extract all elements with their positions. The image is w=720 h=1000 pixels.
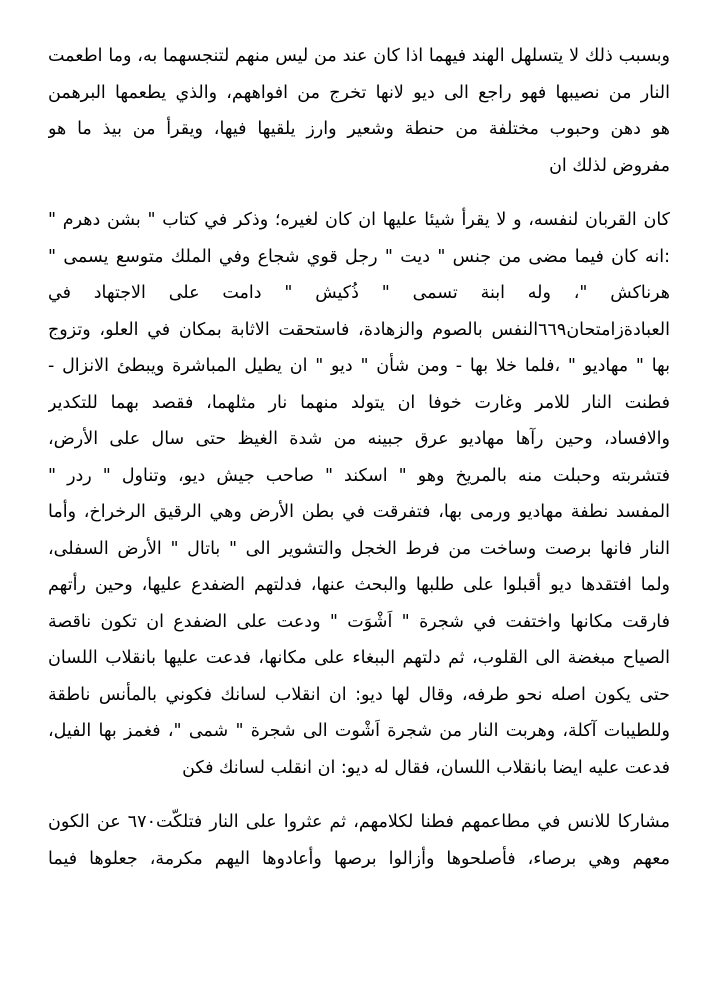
text-line: وبسبب ذلك لا يتسلهل الهند فيهما اذا كان عند من ليس منهم لتنجسهما به، وما اطعمت xyxy=(48,46,670,66)
text-line: مفروض لذلك ان xyxy=(549,155,670,176)
paragraph-3 xyxy=(48,804,670,877)
text-line: فتشربته وحبلت منه بالمريخ وهو " اسكند " صاحب جيش ديو، وتناول " ردر " xyxy=(48,465,670,486)
text-line: النار من نصيبها فهو راجع الى ديو لانها تخرج من افواههم، والذي يطعمها البرهمن xyxy=(48,82,670,103)
paragraph-2 xyxy=(48,202,670,786)
text-line: كان القربان لنفسه، و لا يقرأ شيئا عليها ان كان لغيره؛ وذكر في كتاب " بشن دهرم " xyxy=(48,210,670,230)
text-line: هو دهن وحبوب مختلفة من حنطة وشعير وارز يلقيها فيها، ويقرأ من بيذ ما هو xyxy=(48,119,670,139)
text-line: مشاركا للانس في مطاعمهم فطنا لكلامهم، ثم عثروا على النار فتلكّت٦٧٠ عن الكون xyxy=(48,812,670,832)
text-line: والافساد، وحين رآها مهاديو عرق جبينه من شدة الغيظ حتى سال على الأرض، xyxy=(48,429,670,449)
text-line: :انه كان فيما مضى من جنس " ديت " رجل قوي شجاع وفي الملك متوسع يسمى " xyxy=(48,246,670,267)
text-line: معهم وهي برصاء، فأصلحوها وأزالوا برصها وأعادوها اليهم مكرمة، جعلوها فيما xyxy=(48,848,670,869)
text-line: هرناكش "، وله ابنة تسمى " ذُكيش " دامت على الاجتهاد في xyxy=(48,283,670,303)
text-line: ولما افتقدها ديو أقبلوا على طلبها والبحث عنها، فدلتهم الضفدع عليها، وحين رأتهم xyxy=(48,575,670,595)
paragraph-spacer xyxy=(48,184,670,202)
text-line: النار فانها برصت وساخت من فرط الخجل والتشوير الى " باتال " الأرض السفلى، xyxy=(48,538,670,559)
paragraph-1 xyxy=(48,38,670,184)
text-line: بها " مهاديو " ،فلما خلا بها - ومن شأن " ديو " ان يطيل المباشرة ويبطئ الانزال - xyxy=(48,356,670,376)
text-line: الصياح مبغضة الى القلوب، ثم دلتهم الببغاء على مكانها، فدعت عليها بانقلاب اللسان xyxy=(48,648,670,668)
text-line: المفسد نطفة مهاديو ورمى بها، فتفرقت في بطن الأرض وهي الرقيق الرخراخ، وأما xyxy=(48,502,670,522)
text-line: فطنت النار للامر وغارت خوفا ان يتولد منهما نار مثلهما، فقصد بهما للتكدير xyxy=(48,392,670,413)
text-line: فدعت عليه ايضا بانقلاب اللسان، فقال له ديو: ان انقلب لسانك فكن xyxy=(182,757,670,778)
text-line: وللطيبات آكلة، وهربت النار من شجرة اَشْوت الى شجرة " شمى "، فغمز بها الفيل، xyxy=(48,721,670,741)
text-line: حتى يكون اصله نحو طرفه، وقال لها ديو: ان انقلاب لسانك فكوني بالمأنس ناطقة xyxy=(48,684,670,705)
text-line: العبادةزامتحان٦٦٩النفس بالصوم والزهادة، فاستحقت الاثابة بمكان في العلو، وتزوج xyxy=(48,319,670,340)
paragraph-spacer xyxy=(48,786,670,804)
text-line: فارقت مكانها واختفت في شجرة " اَشْوَت " ودعت على الضفدع ان تكون ناقصة xyxy=(48,611,670,632)
